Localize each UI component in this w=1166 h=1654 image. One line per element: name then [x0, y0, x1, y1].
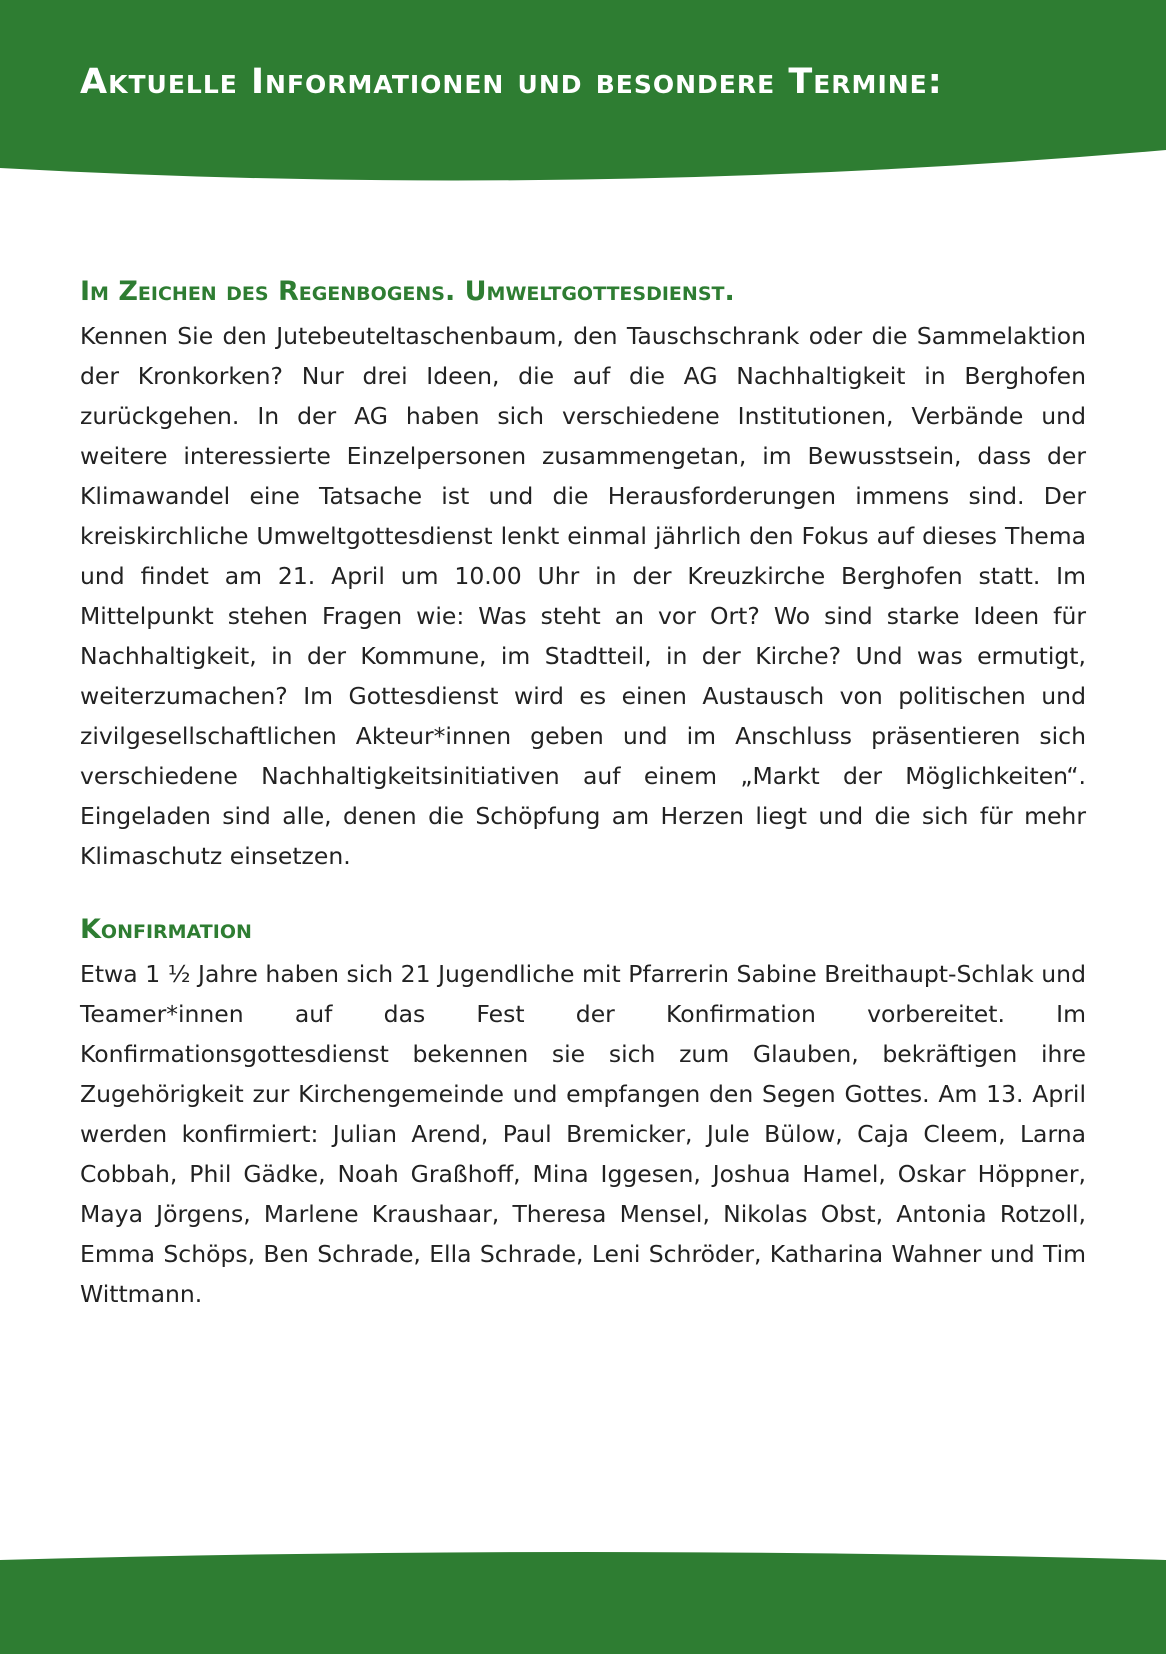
section-heading: Konfirmation [80, 914, 252, 945]
footer-band [0, 1548, 1166, 1654]
main-content [80, 272, 1086, 1314]
section-heading: Im Zeichen des Regenbogens. Umweltgottesdienst. [80, 276, 735, 307]
section-body: Kennen Sie den Jutebeuteltaschenbaum, den Tauschschrank oder die Sammelaktion der Kronkorken? Nur drei Ideen, die auf die AG Nachhaltigkeit in Berghofen zurückgehen. In der AG haben sich verschiedene Institutionen, Verbände und weitere interessierte Einzelpersonen zusammengetan, im Bewusstsein, dass der Klimawandel eine Tatsache ist und die Herausforderungen immens sind. Der kreiskirchliche Umweltgottesdienst lenkt einmal jährlich den Fokus auf dieses Thema und findet am 21. April um 10.00 Uhr in der Kreuzkirche Berghofen statt. Im Mittelpunkt stehen Fragen wie: Was steht an vor Ort? Wo sind starke Ideen für Nachhaltigkeit, in der Kommune, im Stadtteil, in der Kirche? Und was ermutigt, weiterzumachen? Im Gottesdienst wird es einen Austausch von politischen und zivilgesellschaftlichen Akteur*innen geben und im Anschluss präsentieren sich verschiedene Nachhaltigkeitsinitiativen auf einem „Markt der Möglichkeiten“. Eingeladen sind alle, denen die Schöpfung am Herzen liegt und die sich für mehr Klimaschutz einsetzen. [80, 322, 1086, 870]
section-konfirmation [80, 910, 1086, 1314]
page-title: Aktuelle Informationen und besondere Termine: [80, 62, 943, 102]
section-body: Etwa 1 ½ Jahre haben sich 21 Jugendliche mit Pfarrerin Sabine Breithaupt-Schlak und Teamer*innen auf das Fest der Konfirmation vorbereitet. Im Konfirmationsgottesdienst bekennen sie sich zum Glauben, bekräftigen ihre Zugehörigkeit zur Kirchengemeinde und empfangen den Segen Gottes. Am 13. April werden konfirmiert: Julian Arend, Paul Bremicker, Jule Bülow, Caja Cleem, Larna Cobbah, Phil Gädke, Noah Graßhoff, Mina Iggesen, Joshua Hamel, Oskar Höppner, Maya Jörgens, Marlene Kraushaar, Theresa Mensel, Nikolas Obst, Antonia Rotzoll, Emma Schöps, Ben Schrade, Ella Schrade, Leni Schröder, Katharina Wahner und Tim Wittmann. [80, 960, 1086, 1308]
section-umweltgottesdienst [80, 272, 1086, 876]
